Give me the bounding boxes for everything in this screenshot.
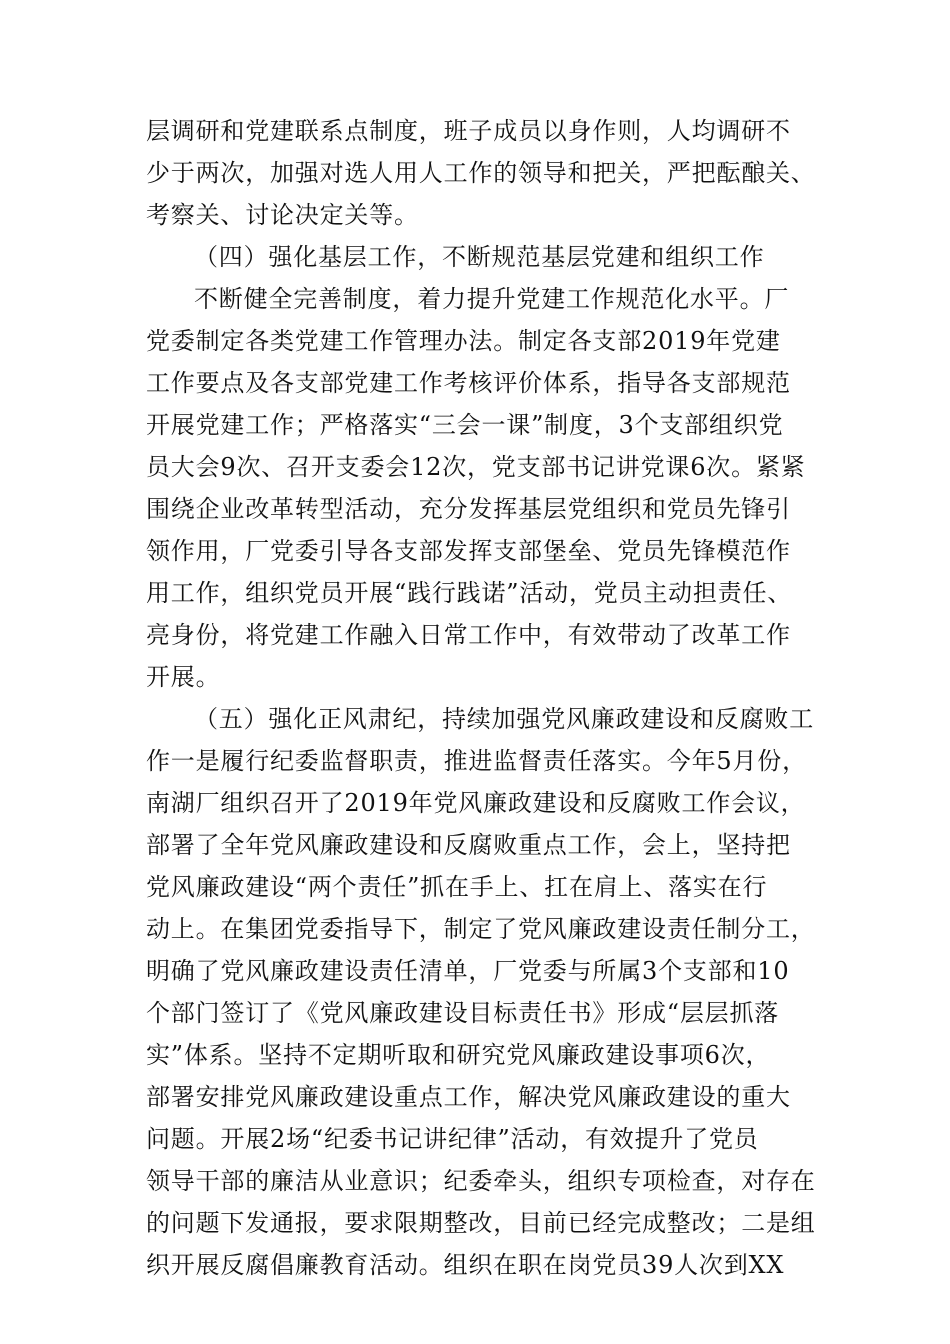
- text-line: 工作要点及各支部党建工作考核评价体系，指导各支部规范: [146, 369, 791, 397]
- text-line: 亮身份，将党建工作融入日常工作中，有效带动了改革工作: [146, 621, 791, 649]
- text-line: 考察关、讨论决定关等。: [146, 201, 419, 229]
- text-line: 围绕企业改革转型活动，充分发挥基层党组织和党员先锋引: [146, 495, 791, 523]
- text-line: 党委制定各类党建工作管理办法。制定各支部2019年党建: [146, 327, 781, 355]
- text-line: 个部门签订了《党风廉政建设目标责任书》形成“层层抓落: [146, 999, 780, 1027]
- document-body: [146, 110, 816, 1286]
- text-line: 动上。在集团党委指导下，制定了党风廉政建设责任制分工，: [146, 915, 816, 943]
- text-line: 部署安排党风廉政建设重点工作，解决党风廉政建设的重大: [146, 1083, 791, 1111]
- text-line: （五）强化正风肃纪，持续加强党风廉政建设和反腐败工: [194, 705, 814, 733]
- text-line: 的问题下发通报，要求限期整改，目前已经完成整改；二是组: [146, 1209, 816, 1237]
- text-line: 层调研和党建联系点制度，班子成员以身作则，人均调研不: [146, 117, 791, 145]
- text-line: 开展党建工作；严格落实“三会一课”制度，3个支部组织党: [146, 411, 784, 439]
- text-line: 少于两次，加强对选人用人工作的领导和把关，严把酝酿关、: [146, 159, 816, 187]
- text-line: 开展。: [146, 663, 221, 691]
- text-line: 领导干部的廉洁从业意识；纪委牵头，组织专项检查，对存在: [146, 1167, 816, 1195]
- text-line: 作一是履行纪委监督职责，推进监督责任落实。今年5月份，: [146, 747, 807, 775]
- text-line: 南湖厂组织召开了2019年党风廉政建设和反腐败工作会议，: [146, 789, 806, 817]
- text-line: 不断健全完善制度，着力提升党建工作规范化水平。厂: [194, 285, 790, 313]
- text-line: 员大会9次、召开支委会12次，党支部书记讲党课6次。紧紧: [146, 453, 806, 481]
- text-line: 党风廉政建设“两个责任”抓在手上、扛在肩上、落实在行: [146, 873, 768, 901]
- text-line: 明确了党风廉政建设责任清单，厂党委与所属3个支部和10: [146, 957, 790, 985]
- text-line: 部署了全年党风廉政建设和反腐败重点工作，会上，坚持把: [146, 831, 791, 859]
- text-line: 用工作，组织党员开展“践行践诺”活动，党员主动担责任、: [146, 579, 793, 607]
- text-line: （四）强化基层工作，不断规范基层党建和组织工作: [194, 243, 765, 271]
- text-line: 实”体系。坚持不定期听取和研究党风廉政建设事项6次，: [146, 1041, 771, 1069]
- text-line: 问题。开展2场“纪委书记讲纪律”活动，有效提升了党员: [146, 1125, 759, 1153]
- text-line: 织开展反腐倡廉教育活动。组织在职在岗党员39人次到XX: [146, 1251, 785, 1279]
- text-line: 领作用，厂党委引导各支部发挥支部堡垒、党员先锋模范作: [146, 537, 791, 565]
